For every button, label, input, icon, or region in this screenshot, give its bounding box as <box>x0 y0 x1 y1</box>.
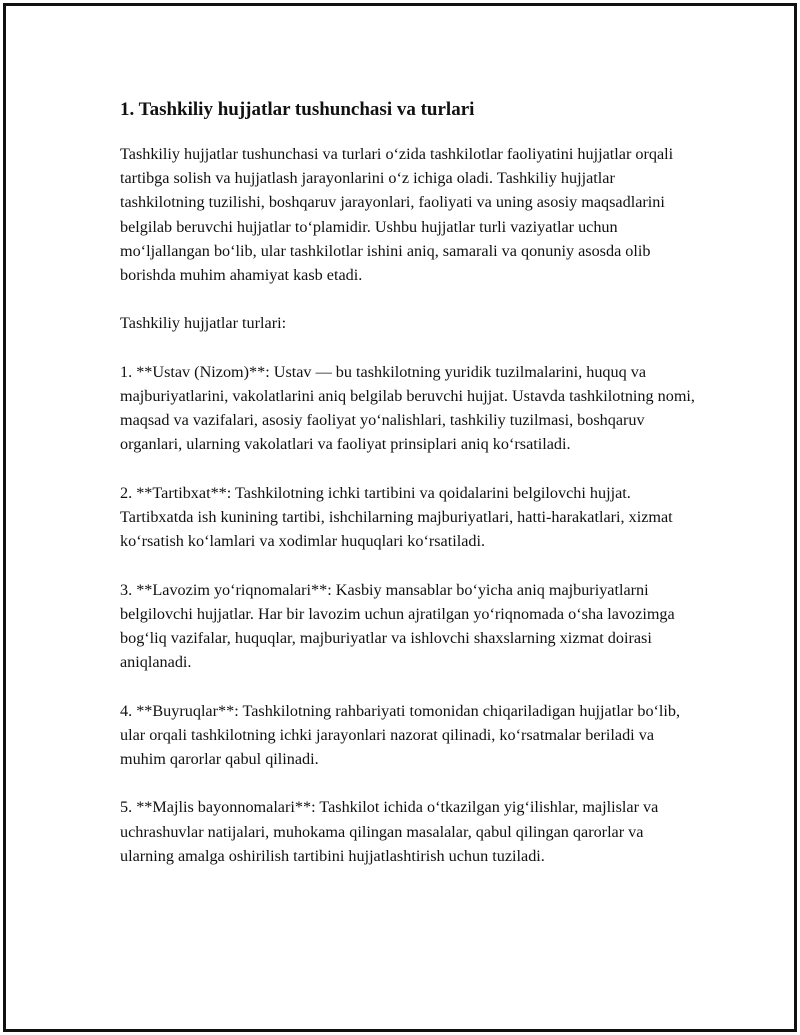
intro-paragraph: Tashkiliy hujjatlar tushunchasi va turlari o‘zida tashkilotlar faoliyatini hujjatlar orqali tartibga solish va hujjatlash jarayonlarini o‘z ichiga oladi. Tashkiliy hujjatlar tashkilotning tuzilishi, boshqaruv jarayonlari, faoliyati va uning asosiy maqsadlarini belgilab beruvchi hujjatlar to‘plamidir. Ushbu hujjatlar turli vaziyatlar uchun mo‘ljallangan bo‘lib, ular tashkilotlar ishini aniq, samarali va qonuniy asosda olib borishda muhim ahamiyat kasb etadi. <box>120 145 674 285</box>
list-item-ustav: 1. **Ustav (Nizom)**: Ustav — bu tashkilotning yuridik tuzilmalarini, huquq va majburiyatlarini, vakolatlarini aniq belgilab beruvchi hujjat. Ustavda tashkilotning nomi, maqsad va vazifalari, asosiy faoliyat yo‘nalishlari, tashkiliy tuzilmasi, boshqaruv organlari, ularning vakolatlari va faoliyat prinsiplari aniq ko‘rsatiladi. <box>120 362 695 454</box>
document-body <box>120 98 700 868</box>
list-item-tartibxat: 2. **Tartibxat**: Tashkilotning ichki tartibini va qoidalarini belgilovchi hujjat. Tartibxatda ish kunining tartibi, ishchilarning majburiyatlari, hatti-harakatlari, xizmat ko‘rsatish ko‘lamlari va xodimlar huquqlari ko‘rsatiladi. <box>120 483 673 551</box>
page-frame <box>3 3 797 1032</box>
list-item-majlis: 5. **Majlis bayonnomalari**: Tashkilot ichida o‘tkazilgan yig‘ilishlar, majlislar va uchrashuvlar natijalari, muhokama qilingan masalalar, qabul qilingan qarorlar va ularning amalga oshirilish tartibini hujjatlashtirish uchun tuziladi. <box>120 798 659 865</box>
section-heading: 1. Tashkiliy hujjatlar tushunchasi va turlari <box>120 99 475 120</box>
list-item-lavozim: 3. **Lavozim yo‘riqnomalari**: Kasbiy mansablar bo‘yicha aniq majburiyatlarni belgilovchi hujjatlar. Har bir lavozim uchun ajratilgan yo‘riqnomada o‘sha lavozimga bog‘liq vazifalar, huquqlar, majburiyatlar va ishlovchi shaxslarning xizmat doirasi aniqlanadi. <box>120 580 675 672</box>
list-item-buyruqlar: 4. **Buyruqlar**: Tashkilotning rahbariyati tomonidan chiqariladigan hujjatlar bo‘lib, ular orqali tashkilotning ichki jarayonlari nazorat qilinadi, ko‘rsatmalar beriladi va muhim qarorlar qabul qilinadi. <box>120 701 681 768</box>
types-intro: Tashkiliy hujjatlar turlari: <box>120 314 287 333</box>
